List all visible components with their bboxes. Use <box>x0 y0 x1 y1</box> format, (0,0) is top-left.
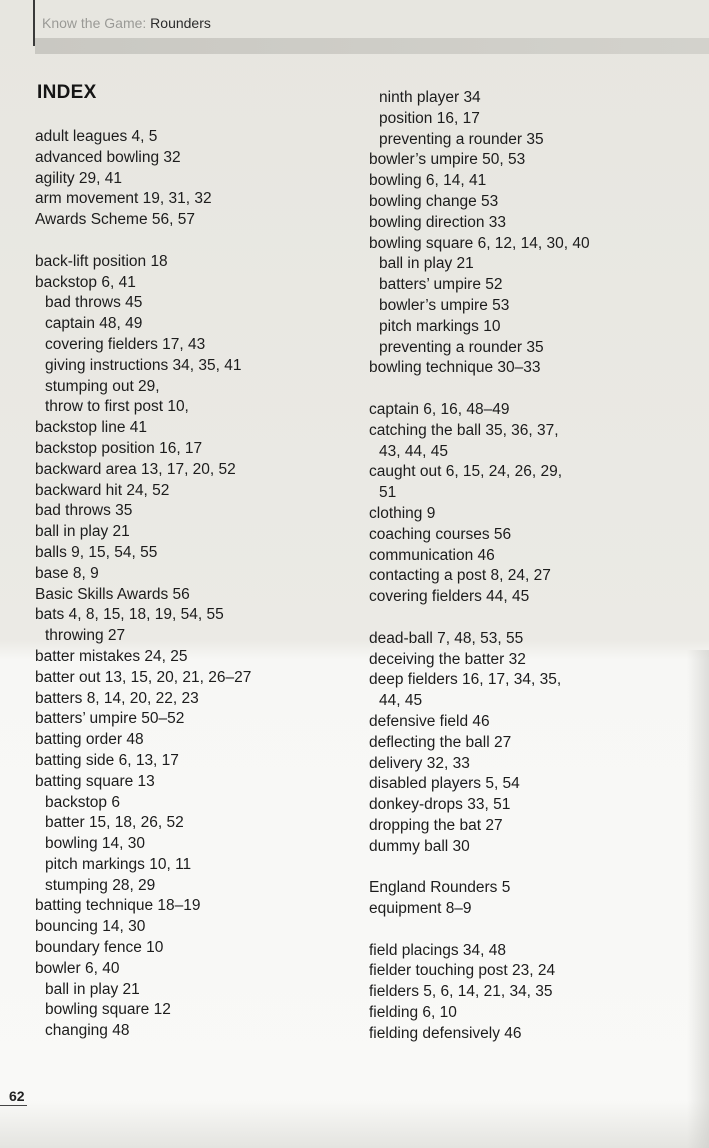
index-entry: batting order 48 <box>35 731 144 749</box>
index-entry: bad throws 35 <box>35 502 133 520</box>
index-subentry: batter 15, 18, 26, 52 <box>45 814 184 832</box>
index-subentry: throw to first post 10, <box>45 398 189 416</box>
index-entry: catching the ball 35, 36, 37, <box>369 421 559 439</box>
index-subentry: ball in play 21 <box>379 255 474 273</box>
index-entry: batters 8, 14, 20, 22, 23 <box>35 689 199 707</box>
running-head-series: Know the Game: <box>42 15 147 31</box>
index-entry: dead-ball 7, 48, 53, 55 <box>369 629 524 647</box>
index-column-left <box>35 127 251 1042</box>
index-entry: batting square 13 <box>35 772 155 790</box>
index-spacer <box>369 379 590 400</box>
index-subentry: changing 48 <box>45 1022 130 1040</box>
index-entry: Basic Skills Awards 56 <box>35 585 190 603</box>
index-subentry: backstop 6 <box>45 793 120 811</box>
index-entry: bowler’s umpire 50, 53 <box>369 151 526 169</box>
index-entry: field placings 34, 48 <box>369 941 507 959</box>
index-entry: back-lift position 18 <box>35 252 168 270</box>
index-entry: contacting a post 8, 24, 27 <box>369 567 551 585</box>
index-entry: bowling direction 33 <box>369 213 507 231</box>
index-spacer <box>369 920 590 941</box>
index-entry: communication 46 <box>369 546 495 564</box>
index-subentry: position 16, 17 <box>379 109 480 127</box>
index-entry: backstop position 16, 17 <box>35 439 203 457</box>
index-entry: fielding 6, 10 <box>369 1004 457 1022</box>
running-head-book: Rounders <box>150 15 211 31</box>
index-subentry: 43, 44, 45 <box>379 442 448 460</box>
index-entry: disabled players 5, 54 <box>369 775 520 793</box>
index-entry: boundary fence 10 <box>35 939 164 957</box>
index-spacer <box>35 231 251 252</box>
index-entry: backward area 13, 17, 20, 52 <box>35 460 236 478</box>
index-column-right <box>369 88 590 1045</box>
page-number-rule <box>0 1105 27 1106</box>
index-entry: batter out 13, 15, 20, 21, 26–27 <box>35 668 252 686</box>
index-subentry: 51 <box>379 484 397 502</box>
index-entry: backward hit 24, 52 <box>35 481 170 499</box>
index-subentry: pitch markings 10 <box>379 317 501 335</box>
index-entry: batting technique 18–19 <box>35 897 201 915</box>
index-subentry: throwing 27 <box>45 627 126 645</box>
index-entry: deflecting the ball 27 <box>369 733 512 751</box>
index-entry: agility 29, 41 <box>35 169 123 187</box>
index-entry: ball in play 21 <box>35 523 130 541</box>
index-subentry: bowling square 12 <box>45 1001 171 1019</box>
index-entry: base 8, 9 <box>35 564 99 582</box>
index-entry: coaching courses 56 <box>369 525 512 543</box>
index-subentry: giving instructions 34, 35, 41 <box>45 356 242 374</box>
index-entry: equipment 8–9 <box>369 900 472 918</box>
index-entry: deep fielders 16, 17, 34, 35, <box>369 671 562 689</box>
index-entry: England Rounders 5 <box>369 879 511 897</box>
index-entry: backstop line 41 <box>35 419 148 437</box>
header-band <box>35 38 709 54</box>
index-subentry: ball in play 21 <box>45 980 140 998</box>
index-entry: fielder touching post 23, 24 <box>369 962 556 980</box>
index-subentry: preventing a rounder 35 <box>379 130 544 148</box>
index-entry: clothing 9 <box>369 504 436 522</box>
index-spacer <box>369 608 590 629</box>
index-entry: delivery 32, 33 <box>369 754 470 772</box>
index-entry: bowler 6, 40 <box>35 959 120 977</box>
index-entry: backstop 6, 41 <box>35 273 136 291</box>
index-entry: fielding defensively 46 <box>369 1024 522 1042</box>
running-head <box>42 15 211 31</box>
index-subentry: covering fielders 17, 43 <box>45 335 206 353</box>
index-entry: adult leagues 4, 5 <box>35 128 158 145</box>
index-entry: bowling square 6, 12, 14, 30, 40 <box>369 234 590 252</box>
index-subentry: stumping out 29, <box>45 377 160 395</box>
index-entry: covering fielders 44, 45 <box>369 588 530 606</box>
index-subentry: bad throws 45 <box>45 294 143 312</box>
index-entry: caught out 6, 15, 24, 26, 29, <box>369 463 563 481</box>
index-entry: batters’ umpire 50–52 <box>35 710 185 728</box>
index-subentry: stumping 28, 29 <box>45 876 156 894</box>
index-entry: fielders 5, 6, 14, 21, 34, 35 <box>369 983 553 1001</box>
page-number: 62 <box>9 1088 25 1104</box>
index-entry: defensive field 46 <box>369 712 490 730</box>
index-entry: advanced bowling 32 <box>35 148 181 166</box>
index-spacer <box>369 857 590 878</box>
page-edge-shadow <box>687 650 709 1148</box>
index-entry: balls 9, 15, 54, 55 <box>35 543 158 561</box>
index-subentry: bowling 14, 30 <box>45 835 145 853</box>
index-entry: donkey-drops 33, 51 <box>369 796 511 814</box>
index-subentry: pitch markings 10, 11 <box>45 855 192 873</box>
index-subentry: preventing a rounder 35 <box>379 338 544 356</box>
index-entry: batting side 6, 13, 17 <box>35 751 179 769</box>
index-entry: captain 6, 16, 48–49 <box>369 400 510 418</box>
index-entry: batter mistakes 24, 25 <box>35 647 188 665</box>
index-subentry: batters’ umpire 52 <box>379 276 503 294</box>
index-entry: deceiving the batter 32 <box>369 650 526 668</box>
index-entry: bowling change 53 <box>369 192 499 210</box>
index-subentry: ninth player 34 <box>379 89 481 106</box>
index-entry: dropping the bat 27 <box>369 816 503 834</box>
index-entry: arm movement 19, 31, 32 <box>35 190 212 208</box>
index-subentry: 44, 45 <box>379 692 423 710</box>
index-subentry: captain 48, 49 <box>45 315 143 333</box>
index-entry: bowling technique 30–33 <box>369 359 541 377</box>
index-entry: bats 4, 8, 15, 18, 19, 54, 55 <box>35 606 224 624</box>
index-entry: bouncing 14, 30 <box>35 918 146 936</box>
index-subentry: bowler’s umpire 53 <box>379 296 510 314</box>
index-entry: bowling 6, 14, 41 <box>369 172 487 190</box>
index-entry: dummy ball 30 <box>369 837 470 855</box>
index-entry: Awards Scheme 56, 57 <box>35 211 195 229</box>
index-title: INDEX <box>37 82 97 103</box>
